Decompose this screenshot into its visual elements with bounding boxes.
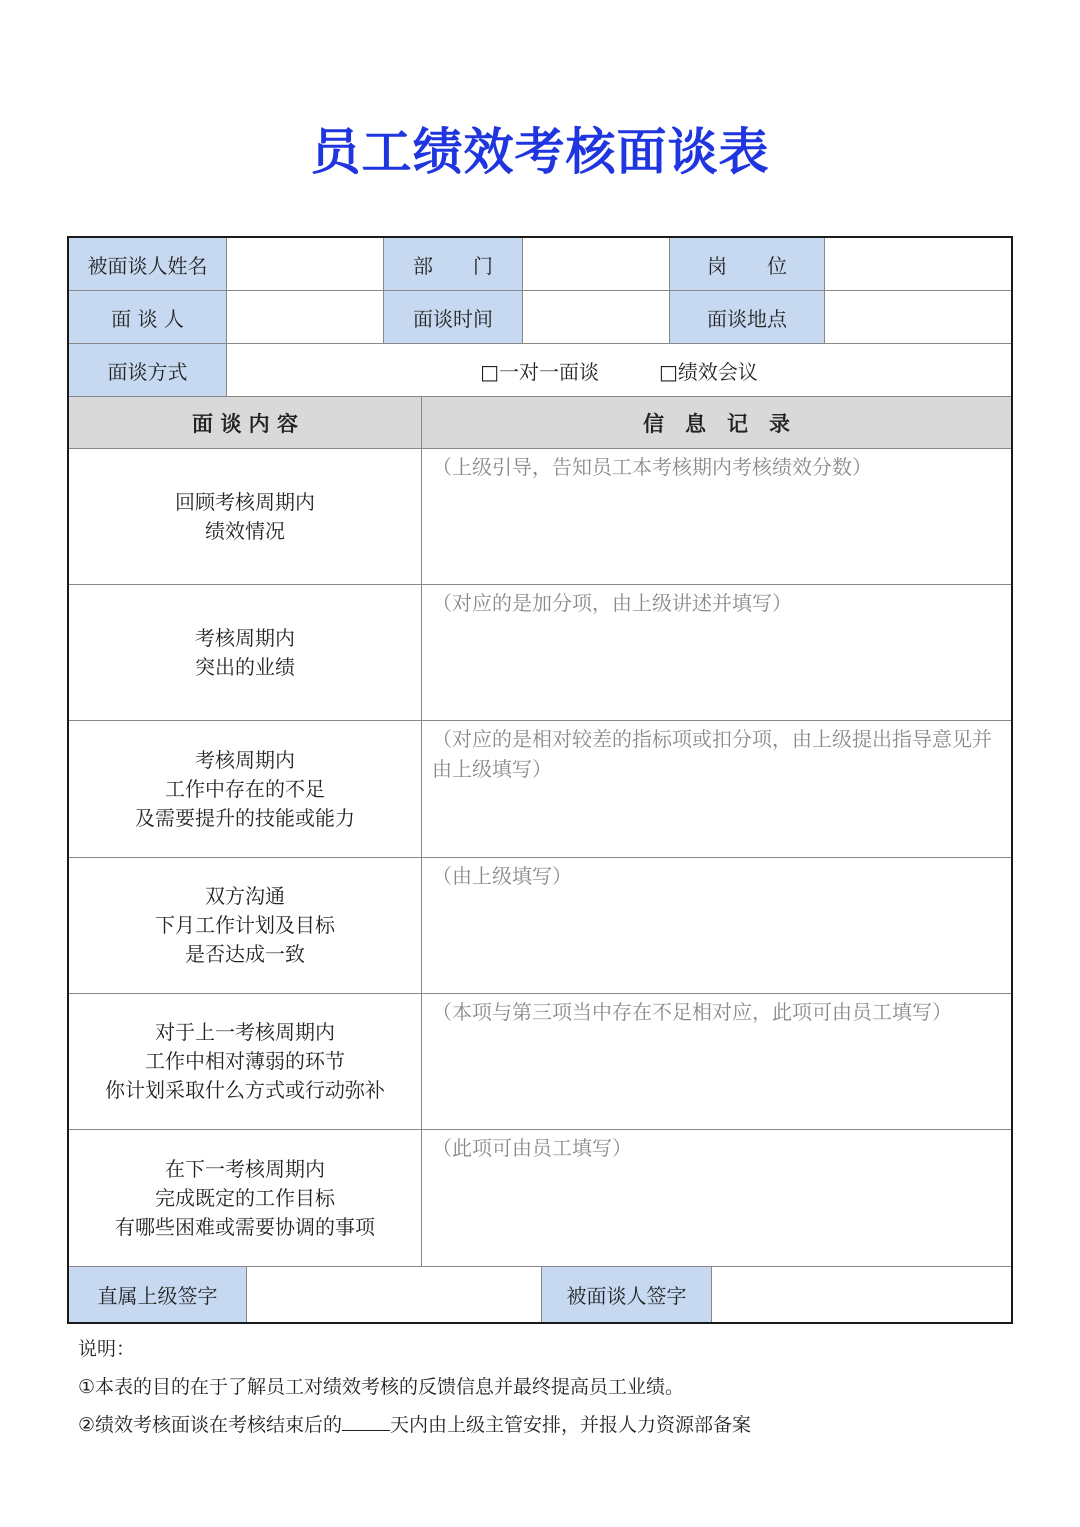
content-header: 面 谈 内 容	[69, 397, 422, 448]
section-label: 考核周期内 工作中存在的不足 及需要提升的技能或能力	[69, 721, 422, 857]
department-label: 部 门	[384, 238, 523, 290]
section-row	[69, 449, 1011, 585]
section-record-field[interactable]: （对应的是相对较差的指标项或扣分项，由上级提出指导意见并由上级填写）	[432, 727, 992, 781]
section-record-field[interactable]: （本项与第三项当中存在不足相对应，此项可由员工填写）	[432, 1000, 952, 1024]
interview-location-label: 面谈地点	[670, 291, 825, 343]
info-row-1	[69, 238, 1011, 291]
section-row	[69, 858, 1011, 994]
interview-form-table	[67, 236, 1013, 1324]
section-record-field[interactable]: （上级引导，告知员工本考核期内考核绩效分数）	[432, 455, 872, 479]
interviewee-signature-label: 被面谈人签字	[542, 1267, 712, 1322]
signature-row	[69, 1267, 1011, 1322]
notes-section	[78, 1334, 751, 1448]
section-record-field[interactable]: （对应的是加分项，由上级讲述并填写）	[432, 591, 792, 615]
supervisor-signature-field[interactable]	[247, 1267, 542, 1322]
section-label: 考核周期内 突出的业绩	[69, 585, 422, 720]
interview-time-field[interactable]	[523, 291, 670, 343]
section-record-field[interactable]: （此项可由员工填写）	[432, 1136, 632, 1160]
option-performance-meeting[interactable]: □绩效会议	[659, 359, 758, 384]
option-one-on-one[interactable]: □一对一面谈	[480, 359, 599, 384]
info-row-2	[69, 291, 1011, 344]
section-row	[69, 585, 1011, 721]
note-item-1: ①本表的目的在于了解员工对绩效考核的反馈信息并最终提高员工业绩。	[78, 1376, 685, 1398]
interviewee-name-label: 被面谈人姓名	[69, 238, 227, 290]
method-row	[69, 344, 1011, 397]
method-label: 面谈方式	[69, 344, 227, 396]
section-label: 对于上一考核周期内 工作中相对薄弱的环节 你计划采取什么方式或行动弥补	[69, 994, 422, 1129]
section-record-field[interactable]: （由上级填写）	[432, 864, 572, 888]
interviewer-label: 面 谈 人	[69, 291, 227, 343]
interviewee-signature-field[interactable]	[712, 1267, 1011, 1322]
notes-heading: 说明：	[78, 1338, 136, 1360]
section-label: 回顾考核周期内 绩效情况	[69, 449, 422, 584]
interview-location-field[interactable]	[825, 291, 1011, 343]
page-title: 员工绩效考核面谈表	[310, 123, 770, 181]
section-label: 在下一考核周期内 完成既定的工作目标 有哪些困难或需要协调的事项	[69, 1130, 422, 1266]
position-field[interactable]	[825, 238, 1011, 290]
interviewee-name-field[interactable]	[227, 238, 384, 290]
record-header: 信 息 记 录	[422, 397, 1011, 448]
section-row	[69, 1130, 1011, 1267]
supervisor-signature-label: 直属上级签字	[69, 1267, 247, 1322]
note-item-2	[78, 1410, 751, 1448]
position-label: 岗 位	[670, 238, 825, 290]
note-item-2-after: 天内由上级主管安排，并报人力资源部备案	[390, 1414, 752, 1436]
interviewer-field[interactable]	[227, 291, 384, 343]
content-header-row	[69, 397, 1011, 449]
interview-time-label: 面谈时间	[384, 291, 523, 343]
method-options	[227, 344, 1011, 396]
section-label: 双方沟通 下月工作计划及目标 是否达成一致	[69, 858, 422, 993]
section-row	[69, 721, 1011, 858]
department-field[interactable]	[523, 238, 670, 290]
section-row	[69, 994, 1011, 1130]
days-blank-field[interactable]	[342, 1412, 390, 1431]
note-item-2-before: ②绩效考核面谈在考核结束后的	[78, 1414, 343, 1436]
